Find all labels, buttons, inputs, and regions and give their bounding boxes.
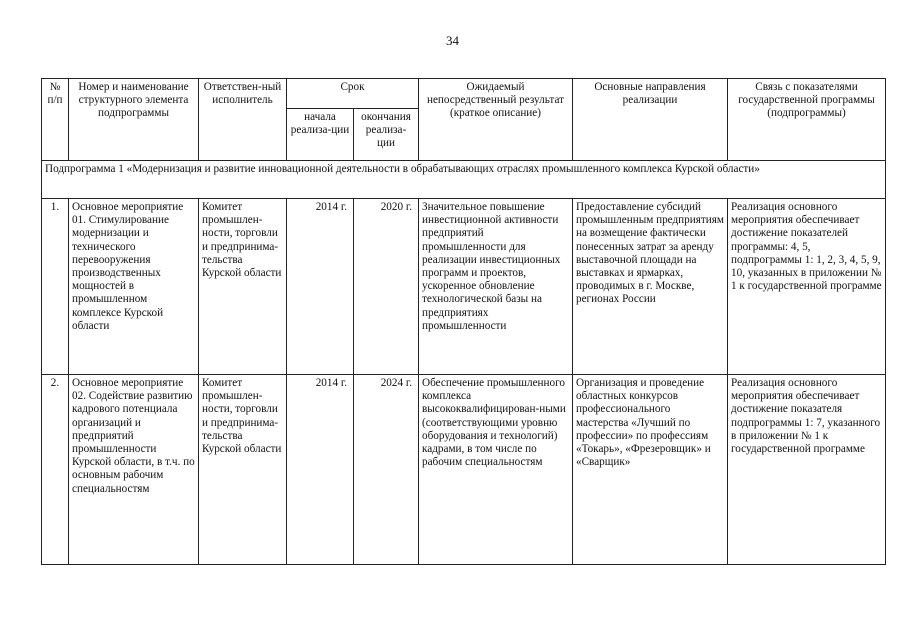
row-responsible: Комитет промышлен-ности, торговли и предпринима-тельства Курской области: [199, 375, 287, 565]
table-row: [42, 199, 886, 375]
table-row: [42, 375, 886, 565]
row-start-year: 2014 г.: [287, 199, 354, 375]
row-directions: Организация и проведение областных конкурсов профессионального мастерства «Лучший по профессии» по профессиям «Токарь», «Фрезеровщик» и «Сварщик»: [573, 375, 728, 565]
page-number: 34: [446, 33, 459, 48]
row-number: 2.: [42, 375, 69, 565]
row-number: 1.: [42, 199, 69, 375]
header-name: Номер и наименование структурного элемента подпрограммы: [69, 79, 199, 161]
row-name: Основное мероприятие 02. Содействие развитию кадрового потенциала организаций и предприятий промышленности Курской области, в т.ч. по основным рабочим специальностям: [69, 375, 199, 565]
header-term-end: окончания реализа-ции: [354, 109, 419, 161]
row-indicators: Реализация основного мероприятия обеспечивает достижение показателей программы: 4, 5, подпрограммы 1: 1, 2, 3, 4, 5, 9, 10, указанных в приложении № 1 к государственной программе: [728, 199, 886, 375]
row-end-year: 2020 г.: [354, 199, 419, 375]
row-indicators: Реализация основного мероприятия обеспечивает достижение показателя подпрограммы 1: 7, указанного в приложении № 1 к государственной программе: [728, 375, 886, 565]
activities-table: [41, 78, 886, 565]
row-end-year: 2024 г.: [354, 375, 419, 565]
row-result: Обеспечение промышленного комплекса высококвалифицирован-ными (соответствующими уровню оборудования и технологий) кадрами, в том числе по рабочим специальностям: [419, 375, 573, 565]
row-start-year: 2014 г.: [287, 375, 354, 565]
header-result: Ожидаемый непосредственный результат (краткое описание): [419, 79, 573, 161]
row-responsible: Комитет промышлен-ности, торговли и предпринима-тельства Курской области: [199, 199, 287, 375]
header-directions: Основные направления реализации: [573, 79, 728, 161]
row-result: Значительное повышение инвестиционной активности предприятий промышленности для реализации инвестиционных программ и проектов, ускоренное обновление технологической базы на предприятиях промышленности: [419, 199, 573, 375]
row-name: Основное мероприятие 01. Стимулирование модернизации и технического перевооружения производственных мощностей в промышленном комплексе Курской области: [69, 199, 199, 375]
header-num: № п/п: [42, 79, 69, 161]
header-term-start: начала реализа-ции: [287, 109, 354, 161]
subprogram-title: Подпрограмма 1 «Модернизация и развитие инновационной деятельности в обрабатывающих отраслях промышленного комплекса Курской области»: [42, 161, 886, 199]
row-directions: Предоставление субсидий промышленным предприятиям на возмещение фактически понесенных затрат за аренду выставочной площади на выставках и ярмарках, проводимых в г. Москве, регионах России: [573, 199, 728, 375]
header-indicators: Связь с показателями государственной программы (подпрограммы): [728, 79, 886, 161]
header-term: Срок: [287, 79, 419, 109]
header-responsible: Ответствен-ный исполнитель: [199, 79, 287, 161]
